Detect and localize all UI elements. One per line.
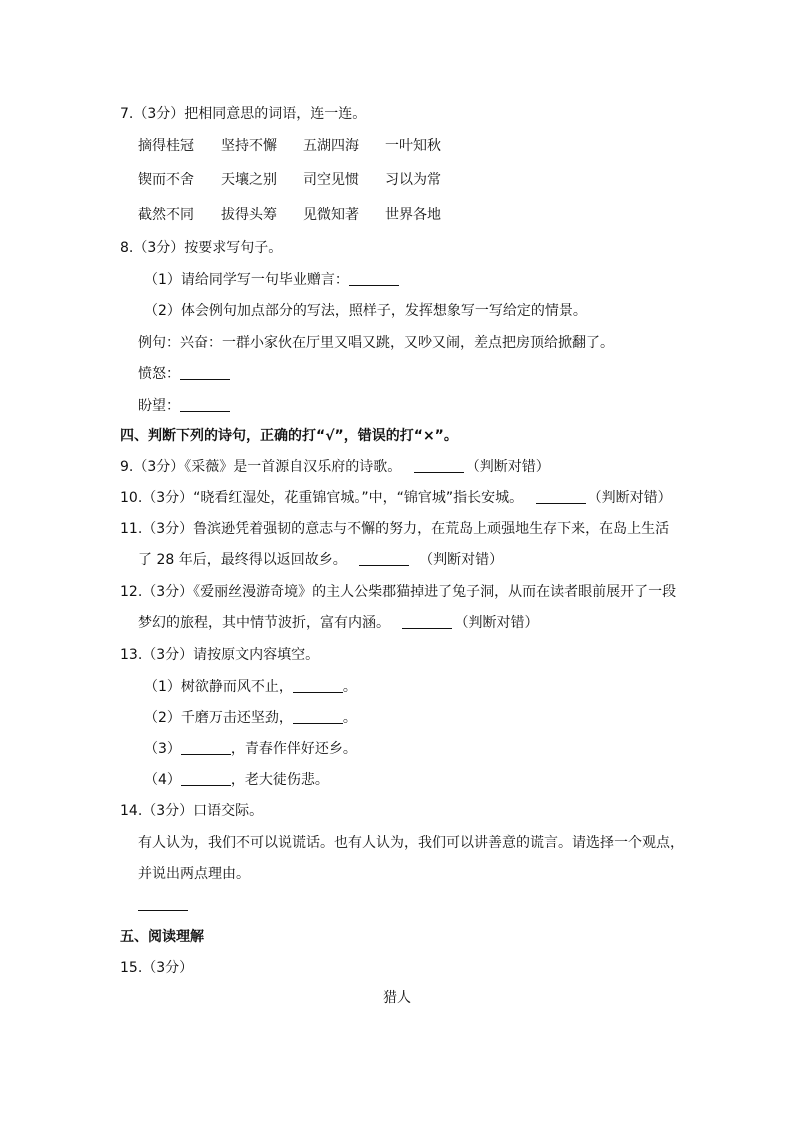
q11-line2 [138,550,503,570]
q14-line2: 并说出两点理由。 [138,866,250,882]
section-5-heading: 五、阅读理解 [120,929,204,945]
q13-s2-end: 。 [342,710,357,726]
q13-s1 [144,677,357,697]
q10-text: 10.（3分）“晓看红湿处，花重锦官城。”中，“锦官城”指长安城。 [120,490,524,506]
q13-s3-end: ，青春作伴好还乡。 [230,741,357,757]
q13-s3-text: （3） [144,741,181,757]
q14-answer [138,895,188,915]
word-item: 截然不同 [138,207,194,223]
q15-label: 15.（3分） [120,960,194,976]
q14-label: 14.（3分）口语交际。 [120,803,264,819]
word-item: 拔得头筹 [221,207,277,223]
q12-tail: （判断对错） [454,615,539,631]
answer-blank[interactable] [293,678,343,693]
q13-s2-text: （2）千磨万击还坚劲， [144,710,293,726]
answer-blank[interactable] [181,771,231,786]
q7-word-row [138,205,558,225]
q13-s4-text: （4） [144,772,181,788]
answer-blank[interactable] [181,740,231,755]
q13-s3 [144,739,357,759]
q13-s1-text: （1）树欲静而风不止， [144,679,293,695]
q8-sub1 [144,270,399,290]
q11-tail: （判断对错） [419,552,504,568]
answer-blank[interactable] [536,489,586,504]
answer-blank[interactable] [349,271,399,286]
q9-text: 9.（3分）《采薇》是一首源自汉乐府的诗歌。 [120,459,402,475]
q12-line2-text: 梦幻的旅程，其中情节波折，富有内涵。 [138,615,390,631]
q8-example: 例句：兴奋：一群小家伙在厅里又唱又跳，又吵又闹，差点把房顶给掀翻了。 [138,335,614,351]
q13-s4-end: ，老大徒伤悲。 [230,772,329,788]
word-item: 坚持不懈 [221,138,277,154]
word-item: 摘得桂冠 [138,138,194,154]
answer-blank[interactable] [414,458,464,473]
word-item: 锲而不舍 [138,172,194,188]
q9-tail: （判断对错） [465,459,550,475]
answer-blank[interactable] [138,896,188,911]
word-item: 五湖四海 [303,138,359,154]
q12-line2 [138,613,538,633]
q8-fill2 [138,396,230,416]
q13-s4 [144,770,329,790]
answer-blank[interactable] [359,551,409,566]
q8-fill1 [138,364,230,384]
q13-s1-end: 。 [342,679,357,695]
q13-s2 [144,708,357,728]
q8-sub1-text: （1）请给同学写一句毕业赠言： [144,272,349,288]
passage-title: 猎人 [383,990,411,1006]
q14-line1: 有人认为，我们不可以说谎话。也有人认为，我们可以讲善意的谎言。请选择一个观点， [138,835,684,851]
q11-line1: 11.（3分）鲁滨逊凭着强韧的意志与不懈的努力，在荒岛上顽强地生存下来，在岛上生活 [120,521,670,537]
answer-blank[interactable] [180,365,230,380]
answer-blank[interactable] [180,397,230,412]
section-4-heading: 四、判断下列的诗句，正确的打“√”，错误的打“×”。 [120,428,458,444]
q10-tail: （判断对错） [587,490,672,506]
word-item: 见微知著 [303,207,359,223]
word-item: 世界各地 [385,207,441,223]
q7-word-row [138,136,558,156]
q12-line1: 12.（3分）《爱丽丝漫游奇境》的主人公柴郡猫掉进了兔子洞，从而在读者眼前展开了一段 [120,584,677,600]
q11-line2-text: 了 28 年后，最终得以返回故乡。 [138,552,347,568]
q8-sub2: （2）体会例句加点部分的写法，照样子，发挥想象写一写给定的情景。 [144,303,587,319]
q8-fill1-label: 愤怒： [138,366,180,382]
answer-blank[interactable] [293,709,343,724]
q10 [120,488,672,508]
q7-word-row [138,170,558,190]
answer-blank[interactable] [402,614,452,629]
word-item: 司空见惯 [303,172,359,188]
word-item: 一叶知秋 [385,138,441,154]
q9 [120,457,550,477]
q8-label: 8.（3分）按要求写句子。 [120,240,283,256]
q13-label: 13.（3分）请按原文内容填空。 [120,647,320,663]
word-item: 习以为常 [385,172,441,188]
q8-fill2-label: 盼望： [138,398,180,414]
q7-label: 7.（3分）把相同意思的词语，连一连。 [120,106,367,122]
word-item: 天壤之别 [221,172,277,188]
